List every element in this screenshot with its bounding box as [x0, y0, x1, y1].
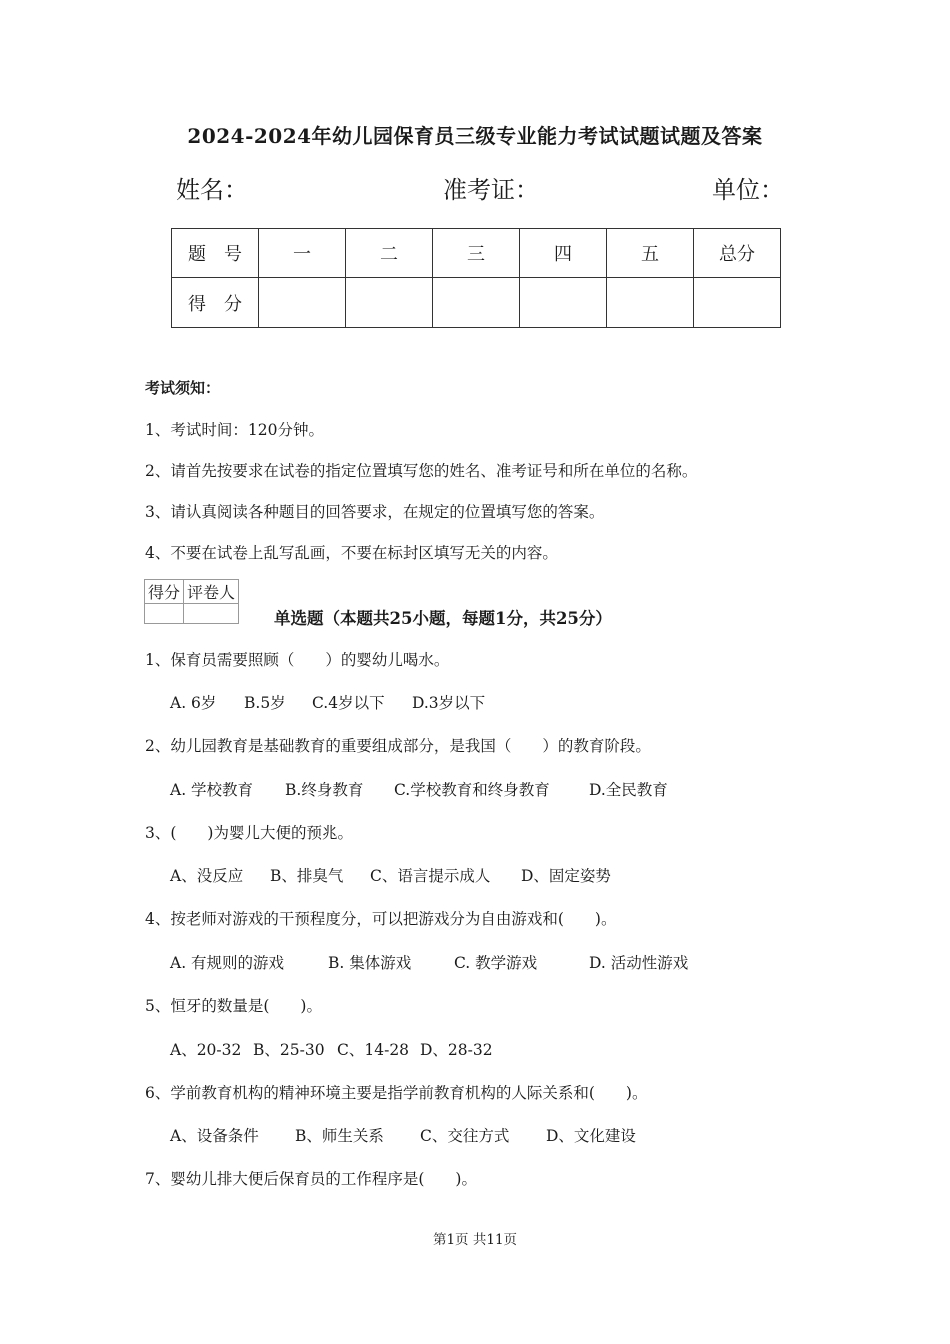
option-b: B.终身教育: [285, 781, 364, 799]
grader-name-cell: [184, 604, 239, 624]
option-c: C、语言提示成人: [370, 867, 491, 885]
question-text: 4、按老师对游戏的干预程度分，可以把游戏分为自由游戏和( )。: [145, 910, 617, 928]
option-a: A. 学校教育: [170, 781, 254, 799]
question-text: 7、婴幼儿排大便后保育员的工作程序是( )。: [145, 1170, 477, 1188]
grader-score-label: 得分: [145, 580, 184, 604]
option-a: A、没反应: [170, 867, 244, 885]
option-c: C. 教学游戏: [454, 954, 538, 972]
notice-item: 2、请首先按要求在试卷的指定位置填写您的姓名、准考证号和所在单位的名称。: [145, 462, 698, 480]
option-d: D.全民教育: [589, 781, 668, 799]
score-cell: [433, 278, 520, 328]
question-text: 2、幼儿园教育是基础教育的重要组成部分，是我国（ ）的教育阶段。: [145, 737, 651, 755]
option-c: C.学校教育和终身教育: [394, 781, 550, 799]
grader-box: [144, 579, 239, 624]
question-text: 1、保育员需要照顾（ ）的婴幼儿喝水。: [145, 651, 450, 669]
score-cell: [607, 278, 694, 328]
question-text: 3、( )为婴儿大便的预兆。: [145, 824, 353, 842]
exam-id-label: 准考证：: [443, 176, 539, 204]
score-table-score-row: [172, 278, 781, 328]
option-b: B.5岁: [244, 694, 286, 712]
notice-item: 4、不要在试卷上乱写乱画，不要在标封区填写无关的内容。: [145, 544, 558, 562]
score-cell: [259, 278, 346, 328]
option-a: A、设备条件: [170, 1127, 259, 1145]
option-a: A. 6岁: [170, 694, 217, 712]
option-c: C、14-28: [337, 1041, 410, 1059]
score-table-header-cell: 四: [520, 229, 607, 278]
question-text: 5、恒牙的数量是( )。: [145, 997, 322, 1015]
option-d: D、28-32: [420, 1041, 493, 1059]
grader-score-cell: [145, 604, 184, 624]
section-title: 单选题（本题共25小题，每题1分，共25分）: [274, 609, 612, 628]
score-row-label: 得 分: [172, 278, 259, 328]
page-footer: 第1页 共11页: [432, 1232, 518, 1248]
score-table-header-cell: 题 号: [172, 229, 259, 278]
option-c: C.4岁以下: [312, 694, 385, 712]
option-d: D. 活动性游戏: [589, 954, 689, 972]
score-table-header-cell: 总分: [694, 229, 781, 278]
page-title: 2024-2024年幼儿园保育员三级专业能力考试试题试题及答案: [187, 124, 763, 148]
score-table-header-cell: 二: [346, 229, 433, 278]
option-a: A、20-32: [170, 1041, 242, 1059]
score-cell: [694, 278, 781, 328]
score-cell: [346, 278, 433, 328]
option-c: C、交往方式: [420, 1127, 510, 1145]
notice-title: 考试须知：: [145, 379, 221, 397]
score-cell: [520, 278, 607, 328]
score-table-header-cell: 五: [607, 229, 694, 278]
option-d: D、文化建设: [546, 1127, 636, 1145]
score-table-header-row: [172, 229, 781, 278]
question-text: 6、学前教育机构的精神环境主要是指学前教育机构的人际关系和( )。: [145, 1084, 648, 1102]
name-label: 姓名：: [176, 176, 248, 204]
unit-label: 单位：: [712, 176, 784, 204]
option-d: D、固定姿势: [521, 867, 611, 885]
option-b: B、师生关系: [295, 1127, 384, 1145]
score-table-header-cell: 一: [259, 229, 346, 278]
option-a: A. 有规则的游戏: [170, 954, 285, 972]
score-table-header-cell: 三: [433, 229, 520, 278]
score-table: [171, 228, 781, 328]
option-d: D.3岁以下: [412, 694, 486, 712]
option-b: B、25-30: [253, 1041, 325, 1059]
grader-name-label: 评卷人: [184, 580, 239, 604]
option-b: B、排臭气: [270, 867, 344, 885]
notice-item: 3、请认真阅读各种题目的回答要求，在规定的位置填写您的答案。: [145, 503, 605, 521]
option-b: B. 集体游戏: [328, 954, 412, 972]
notice-item: 1、考试时间：120分钟。: [145, 421, 324, 439]
